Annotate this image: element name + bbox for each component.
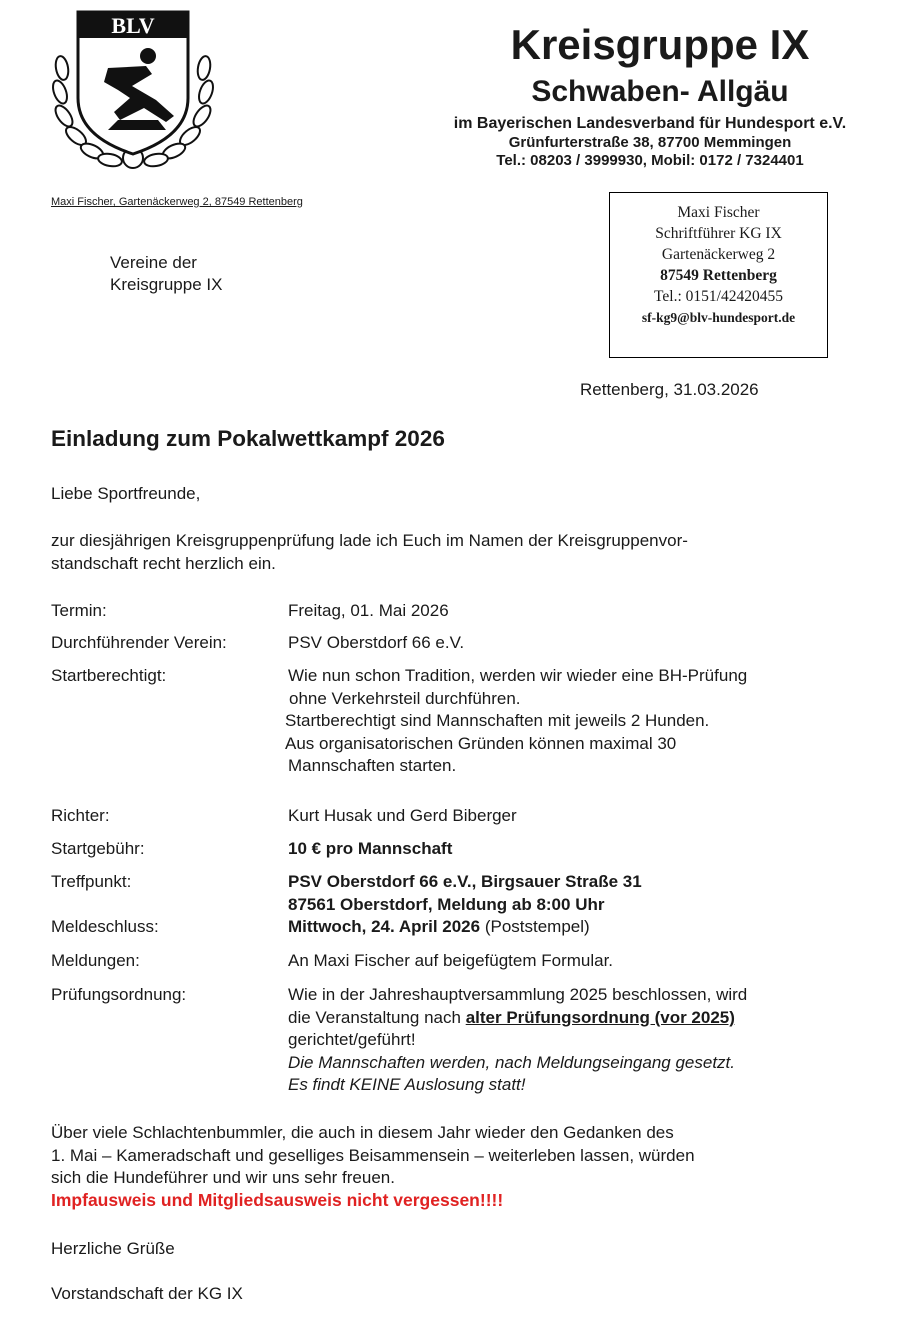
treffpunkt-label: Treffpunkt: [51,872,132,891]
termin-value: Freitag, 01. Mai 2026 [288,601,449,620]
pruefung-value [288,984,848,1097]
termin-label: Termin: [51,601,107,620]
closing-line: Über viele Schlachtenbummler, die auch in diesem Jahr wieder den Gedanken des [51,1123,674,1142]
meldeschluss-value [288,916,848,939]
intro-line: zur diesjährigen Kreisgruppenprüfung lade ich Euch im Namen der Kreisgruppenvor- [51,531,688,550]
pruefung-line: Wie in der Jahreshauptversammlung 2025 beschlossen, wird [288,985,748,1004]
richter-label: Richter: [51,806,110,825]
richter-value: Kurt Husak und Gerd Biberger [288,806,517,825]
treffpunkt-line: PSV Oberstdorf 66 e.V., Birgsauer Straße 31 [288,872,642,891]
regards: Herzliche Grüße [51,1239,175,1258]
pruefung-line [288,1007,848,1030]
pruefung-line2-emphasis: alter Prüfungsordnung (vor 2025) [465,1007,735,1027]
recipient-line: Kreisgruppe IX [110,275,223,294]
closing-line: 1. Mai – Kameradschaft und geselliges Beisammensein – weiterleben lassen, würden [51,1145,695,1165]
start-line: Wie nun schon Tradition, werden wir wieder eine BH-Prüfung [288,666,748,685]
gebuehr-label: Startgebühr: [51,839,145,858]
letter-subject: Einladung zum Pokalwettkampf 2026 [51,426,445,451]
blv-logo [48,8,218,178]
meldeschluss-date: Mittwoch, 24. April 2026 [288,917,481,936]
pruefung-line: Die Mannschaften werden, nach Meldungseingang gesetzt. [288,1052,736,1072]
meldungen-label: Meldungen: [51,951,140,970]
salutation: Liebe Sportfreunde, [51,484,201,503]
intro-paragraph [51,530,831,575]
sender-return-address: Maxi Fischer, Gartenäckerweg 2, 87549 Rettenberg [51,196,303,208]
org-address: Grünfurterstraße 38, 87700 Memmingen [508,134,792,151]
contact-box [609,192,828,358]
start-line: Aus organisatorischen Gründen können maximal 30 [285,733,677,753]
gebuehr-value: 10 € pro Mannschaft [288,839,453,858]
contact-street: Gartenäckerweg 2 [661,246,776,263]
contact-phone: Tel.: 0151/42420455 [654,288,783,305]
contact-email[interactable]: sf-kg9@blv-hundesport.de [641,310,796,325]
treffpunkt-value [288,871,848,916]
org-title: Kreisgruppe IX [510,21,810,68]
org-phone: Tel.: 08203 / 3999930, Mobil: 0172 / 7324401 [496,152,804,169]
contact-role: Schriftführer KG IX [655,225,782,242]
letter-date: Rettenberg, 31.03.2026 [580,380,759,399]
contact-city: 87549 Rettenberg [660,267,777,284]
pruefung-line2-pre: die Veranstaltung nach [288,1007,461,1027]
recipient-block [110,252,222,296]
pruefung-line: gerichtet/geführt! [288,1030,416,1049]
verein-label: Durchführender Verein: [51,633,227,652]
intro-line: standschaft recht herzlich ein. [51,553,276,573]
pruefung-line: Es findt KEINE Auslosung statt! [288,1075,526,1094]
start-line: Mannschaften starten. [288,756,457,775]
reminder-notice: Impfausweis und Mitgliedsausweis nicht vergessen!!!! [51,1190,504,1210]
logo-text: BLV [111,13,155,38]
signoff: Vorstandschaft der KG IX [51,1284,243,1303]
treffpunkt-line: 87561 Oberstdorf, Meldung ab 8:00 Uhr [288,894,605,914]
org-association: im Bayerischen Landesverband für Hundesport e.V. [453,115,847,132]
org-subtitle: Schwaben- Allgäu [531,75,789,108]
start-value [285,665,848,778]
meldeschluss-suffix: (Poststempel) [484,917,590,936]
pruefung-label: Prüfungsordnung: [51,985,187,1004]
closing-line: sich die Hundeführer und wir uns sehr freuen. [51,1168,395,1187]
verein-value: PSV Oberstdorf 66 e.V. [288,633,465,652]
start-line: Startberechtigt sind Mannschaften mit jeweils 2 Hunden. [285,711,710,730]
contact-name: Maxi Fischer [677,204,760,221]
start-line: ohne Verkehrsteil durchführen. [289,688,521,708]
meldeschluss-label: Meldeschluss: [51,917,159,936]
start-label: Startberechtigt: [51,666,167,685]
recipient-line: Vereine der [110,253,197,272]
meldungen-value: An Maxi Fischer auf beigefügtem Formular. [288,951,614,970]
closing-paragraph [51,1122,831,1190]
